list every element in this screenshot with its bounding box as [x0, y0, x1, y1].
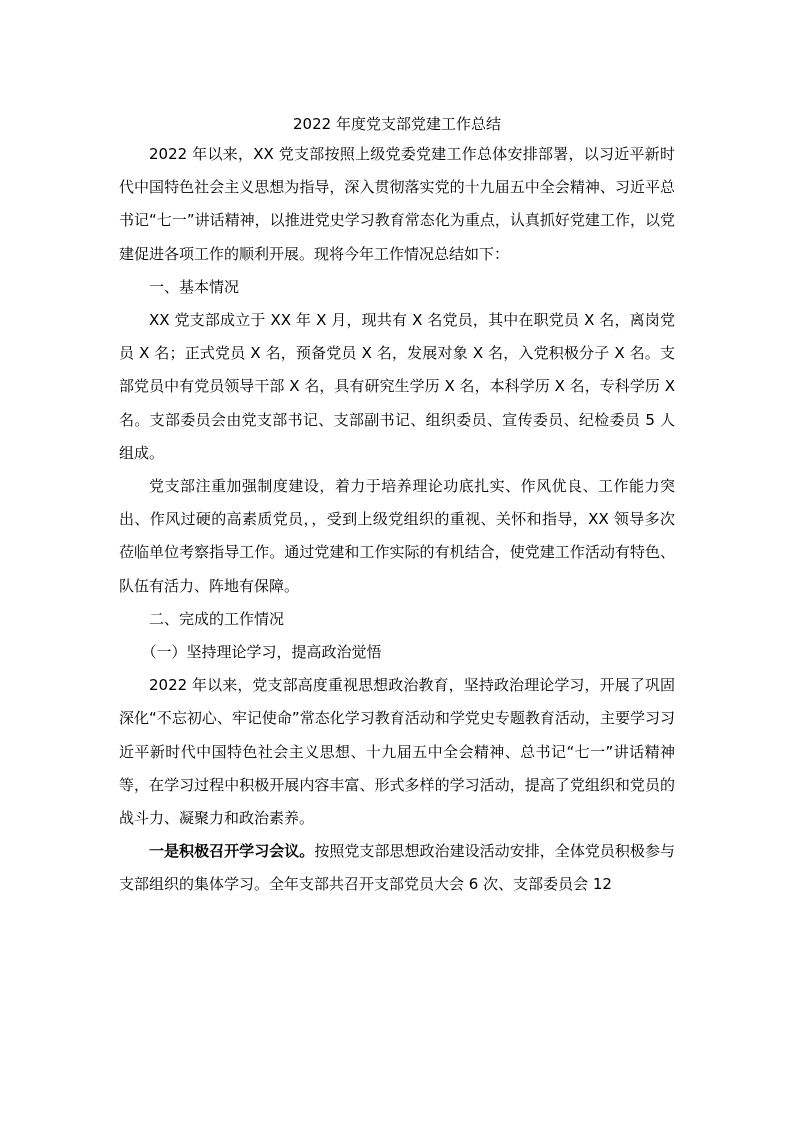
- study-meetings-paragraph: [119, 835, 675, 901]
- subsection-heading-theory-study: （一）坚持理论学习，提高政治觉悟: [141, 643, 382, 662]
- document-body: [119, 110, 675, 902]
- study-meetings-text: 按照党支部思想政治建设活动安排，全体党员积极参与支部组织的集体学习。全年支部共召开支部党员大会 6 次、支部委员会 12: [119, 842, 675, 894]
- section-heading-work-completed: 二、完成的工作情况: [149, 609, 285, 628]
- intro-paragraph: 2022 年以来，XX 党支部按照上级党委党建工作总体安排部署，以习近平新时代中国特色社会主义思想为指导，深入贯彻落实党的十九届五中全会精神、习近平总书记“七一”讲话精神，以推进党史学习教育常态化为重点，认真抓好党建工作，以党建促进各项工作的顺利开展。现将今年工作情况总结如下：: [119, 145, 675, 263]
- document-title: 2022 年度党支部党建工作总结: [293, 115, 501, 133]
- study-meetings-lead: 一是积极召开学习会议。: [149, 842, 315, 861]
- theory-study-paragraph: 2022 年以来，党支部高度重视思想政治教育，坚持政治理论学习，开展了巩固深化“不忘初心、牢记使命”常态化学习教育活动和学党史专题教育活动，主要学习习近平新时代中国特色社会主义思想、十九届五中全会精神、总书记“七一”讲话精神等，在学习过程中积极开展内容丰富、形式多样的学习活动，提高了党组织和党员的战斗力、凝聚力和政治素养。: [119, 676, 675, 828]
- basic-info-paragraph-1: XX 党支部成立于 XX 年 X 月，现共有 X 名党员，其中在职党员 X 名，离岗党员 X 名；正式党员 X 名，预备党员 X 名，发展对象 X 名，入党积极分子 X 名。支部党员中有党员领导干部 X 名，具有研究生学历 X 名，本科学历 X 名，专科学历 X 名。支部委员会由党支部书记、支部副书记、组织委员、宣传委员、纪检委员 5 人组成。: [119, 311, 675, 462]
- basic-info-paragraph-2: 党支部注重加强制度建设，着力于培养理论功底扎实、作风优良、工作能力突出、作风过硬的高素质党员，，受到上级党组织的重视、关怀和指导，XX 领导多次莅临单位考察指导工作。通过党建和工作实际的有机结合，使党建工作活动有特色、队伍有活力、阵地有保障。: [119, 477, 675, 595]
- section-heading-basic-info: 一、基本情况: [149, 277, 240, 296]
